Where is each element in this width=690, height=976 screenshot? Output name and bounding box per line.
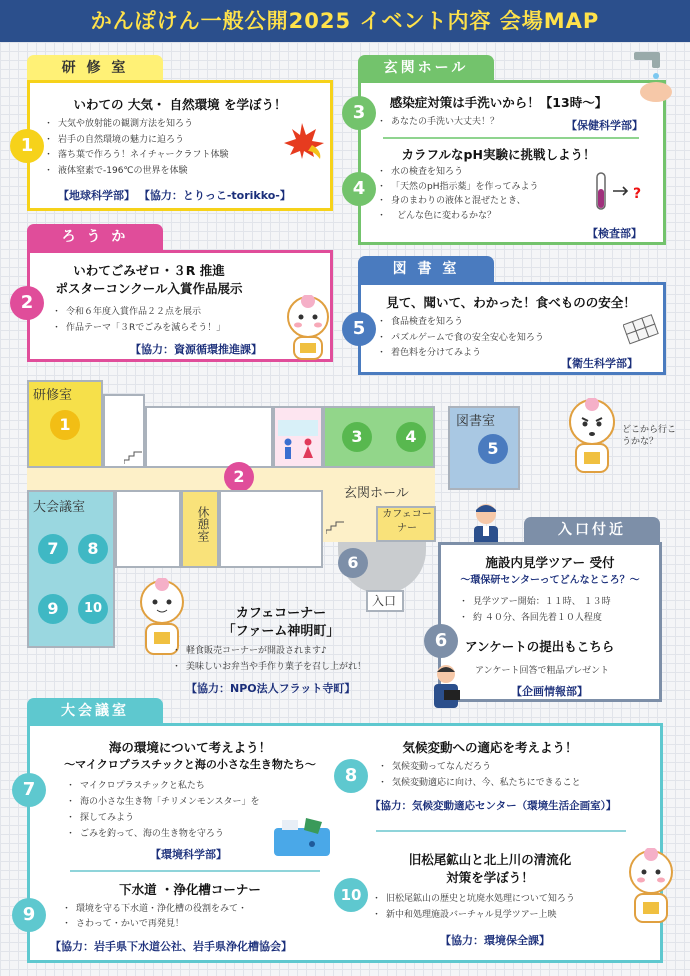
- panel-genkan: [358, 80, 666, 245]
- event-6-org: 【企画情報部】: [511, 685, 588, 698]
- event-6-title-2: ～環保研センターってどんなところ？～: [460, 575, 640, 586]
- map-label-iriguchi: 入口: [372, 594, 397, 608]
- event-8-list: [376, 760, 581, 791]
- event-1-title: いわての 大気・ 自然環境 を学ぼう！: [73, 97, 287, 112]
- list-item: ・ 気候変動適応に向け、今、私たちにできること: [376, 776, 581, 792]
- list-item: ・ 海の小さな生き物「チリメンモンスター」を: [64, 794, 260, 810]
- ocean-icon: [272, 814, 334, 858]
- map-label-cafe: カフェコーナー: [382, 509, 432, 534]
- list-item: ・ 落ち葉で作ろう！ネイチャークラフト体験: [42, 148, 229, 164]
- list-item: ・ 新中和処理施設バーチャル見学ツアー上映: [370, 908, 575, 924]
- question-mark: ?: [633, 186, 642, 202]
- map-room-storage: [145, 406, 273, 468]
- event-2-list: [50, 305, 225, 336]
- map-label-kenshu: 研修室: [33, 388, 73, 403]
- event-1-org: 【地球科学部】 【協力：とりっこ-torikko-】: [58, 189, 291, 202]
- cafe-list: [170, 644, 366, 675]
- map-label-kyukei: 休憩室: [196, 506, 210, 542]
- event-6-text: アンケート回答で粗品プレゼント: [475, 666, 610, 676]
- puzzle-icon: [623, 313, 661, 353]
- event-9-list: [60, 902, 247, 932]
- list-item: ・ マイクロプラスチックと私たち: [64, 778, 260, 794]
- event-2-title-2: ポスターコンクール入賞作品展示: [55, 281, 243, 296]
- map-marker-4: 4: [396, 422, 426, 452]
- event-6-number: 6: [424, 624, 458, 658]
- mascot-character: [620, 848, 682, 928]
- event-10-title-1: 旧松尾鉱山と北上川の清流化: [408, 852, 572, 867]
- divider: [70, 870, 320, 872]
- list-item: ・ パズルゲームで食の安全安心を知ろう: [375, 331, 544, 347]
- test-tube-icon: [593, 171, 653, 213]
- tab-rouka: ろ う か: [27, 224, 163, 250]
- map-marker-6: 6: [338, 548, 368, 578]
- cafe-title-1: カフェコーナー: [235, 606, 327, 621]
- event-3-org: 【保健科学部】: [566, 119, 643, 132]
- list-item: ・ 岩手の自然環境の魅力に迫ろう: [42, 133, 229, 149]
- list-item: ・ 作品テーマ「３Rでごみを減らそう！」: [50, 321, 225, 337]
- map-label-genkan: 玄関ホール: [344, 486, 409, 501]
- event-2-org: 【協力：資源循環推進課】: [130, 343, 262, 356]
- cafe-org: 【協力：NPO法人フラット寺町】: [186, 682, 356, 695]
- divider: [383, 137, 639, 139]
- list-item: ・ 環境を守る下水道・浄化槽の役割をみて・: [60, 902, 247, 917]
- map-label-taikai: 大会議室: [33, 500, 86, 515]
- event-2-number: 2: [10, 286, 44, 320]
- faucet-icon: [626, 46, 674, 104]
- map-marker-1: 1: [50, 410, 80, 440]
- event-8-number: 8: [334, 759, 368, 793]
- event-6-title-1: 施設内見学ツアー 受付: [485, 555, 615, 570]
- list-item: ・ 令和６年度入賞作品２２点を展示: [50, 305, 225, 321]
- event-5-org: 【衛生科学部】: [561, 357, 638, 370]
- restroom-icon: [276, 420, 320, 462]
- mascot-character: [276, 295, 340, 363]
- event-8-title: 気候変動への適応を考えよう！: [402, 740, 578, 755]
- list-item: ・ 食品検査を知ろう: [375, 315, 544, 331]
- panel-kenshu: [27, 80, 333, 211]
- list-item: ・ 約 ４０分、各回先着１０人程度: [457, 611, 611, 627]
- map-marker-2: 2: [224, 462, 254, 492]
- divider: [376, 830, 626, 832]
- event-7-title-1: 海の環境について考えよう！: [108, 740, 272, 755]
- tab-tosho: 図 書 室: [358, 256, 494, 282]
- stairs-icon: [326, 520, 344, 534]
- list-item: ・ 水の検査を知ろう: [375, 165, 538, 180]
- list-item: ・ 「天然のpH指示薬」を作ってみよう: [375, 180, 538, 195]
- event-10-org: 【協力：環境保全課】: [440, 934, 550, 947]
- list-item: ・ 見学ツアー開始：１１時、 １３時: [457, 595, 611, 611]
- list-item: ・ 探してみよう: [64, 810, 260, 826]
- list-item: ・ 液体窒素で-196℃の世界を体験: [42, 164, 229, 180]
- event-10-title-2: 対策を学ぼう！: [446, 870, 534, 885]
- event-6-list: [457, 595, 611, 626]
- map-marker-10: 10: [78, 594, 108, 624]
- list-item: ・ 身のまわりの液体と混ぜたとき、: [375, 194, 538, 209]
- cafe-title-2: 「ファーム神明町」: [222, 624, 340, 639]
- event-1-number: 1: [10, 129, 44, 163]
- panel-tosho: [358, 282, 666, 375]
- list-item: ・ 軽食販売コーナーが開設されます♪: [170, 644, 366, 660]
- map-marker-7: 7: [38, 534, 68, 564]
- event-10-list: [370, 892, 575, 923]
- event-7-title-2: ～マイクロプラスチックと海の小さな生き物たち～: [64, 758, 316, 771]
- tab-taikai: 大会議室: [27, 698, 163, 724]
- event-5-number: 5: [342, 312, 376, 346]
- event-6-title-3: アンケートの提出もこちら: [465, 639, 615, 654]
- event-4-title: カラフルなpH実験に挑戦しよう！: [401, 147, 596, 162]
- event-3-list: [375, 115, 499, 131]
- panel-iriguchi: [438, 542, 662, 702]
- list-item: ・ どんな色に変わるかな？: [375, 209, 538, 224]
- maple-leaf-icon: [282, 121, 326, 161]
- list-item: ・ ごみを釣って、海の生き物を守ろう: [64, 826, 260, 842]
- map-room-b: [219, 490, 323, 568]
- mascot-character: [560, 398, 624, 478]
- event-1-list: [42, 117, 229, 179]
- map-marker-5: 5: [478, 434, 508, 464]
- map-marker-3: 3: [342, 422, 372, 452]
- list-item: ・ 気候変動ってなんだろう: [376, 760, 581, 776]
- map-marker-9: 9: [38, 594, 68, 624]
- event-3-number: 3: [342, 96, 376, 130]
- event-7-org: 【環境科学部】: [150, 848, 227, 861]
- list-item: ・ 旧松尾鉱山の歴史と坑廃水処理について知ろう: [370, 892, 575, 908]
- event-5-title: 見て、聞いて、わかった！食べものの安全！: [386, 295, 636, 310]
- event-7-number: 7: [12, 773, 46, 807]
- event-4-number: 4: [342, 172, 376, 206]
- list-item: ・ 着色料を分けてみよう: [375, 346, 544, 362]
- event-4-org: 【検査部】: [587, 227, 642, 240]
- map-room-a: [115, 490, 181, 568]
- event-8-org: 【協力：気候変動適応センター（環境生活企画室）】: [370, 800, 617, 812]
- stairs-icon: [124, 450, 142, 464]
- event-10-number: 10: [334, 878, 368, 912]
- tab-genkan: 玄関ホール: [358, 55, 494, 81]
- event-7-list: [64, 778, 260, 842]
- list-item: ・ さわって・かいで再発見！: [60, 917, 247, 932]
- list-item: ・ あなたの手洗い大丈夫！？: [375, 115, 499, 131]
- list-item: ・ 美味しいお弁当や手作り菓子を召し上がれ！: [170, 660, 366, 676]
- event-9-number: 9: [12, 898, 46, 932]
- tab-iriguchi: 入口付近: [524, 517, 660, 543]
- map-label-tosho: 図書室: [456, 414, 496, 429]
- staff-person: [426, 662, 466, 710]
- page-title: かんぽけん一般公開2025 イベント内容 会場MAP: [0, 0, 690, 42]
- event-2-title-1: いわてごみゼロ・３R 推進: [73, 263, 225, 278]
- event-4-list: [375, 165, 538, 223]
- event-9-title: 下水道 ・浄化槽コーナー: [119, 882, 261, 897]
- list-item: ・ 大気や放射能の観測方法を知ろう: [42, 117, 229, 133]
- event-5-list: [375, 315, 544, 362]
- map-marker-8: 8: [78, 534, 108, 564]
- event-9-org: 【協力：岩手県下水道公社、岩手県浄化槽協会】: [50, 940, 292, 953]
- tab-kenshu: 研 修 室: [27, 55, 163, 81]
- guide-person: [464, 500, 508, 548]
- event-3-title: 感染症対策は手洗いから！【13時～】: [389, 95, 608, 110]
- speech-text: どこから行こうかな？: [622, 425, 677, 447]
